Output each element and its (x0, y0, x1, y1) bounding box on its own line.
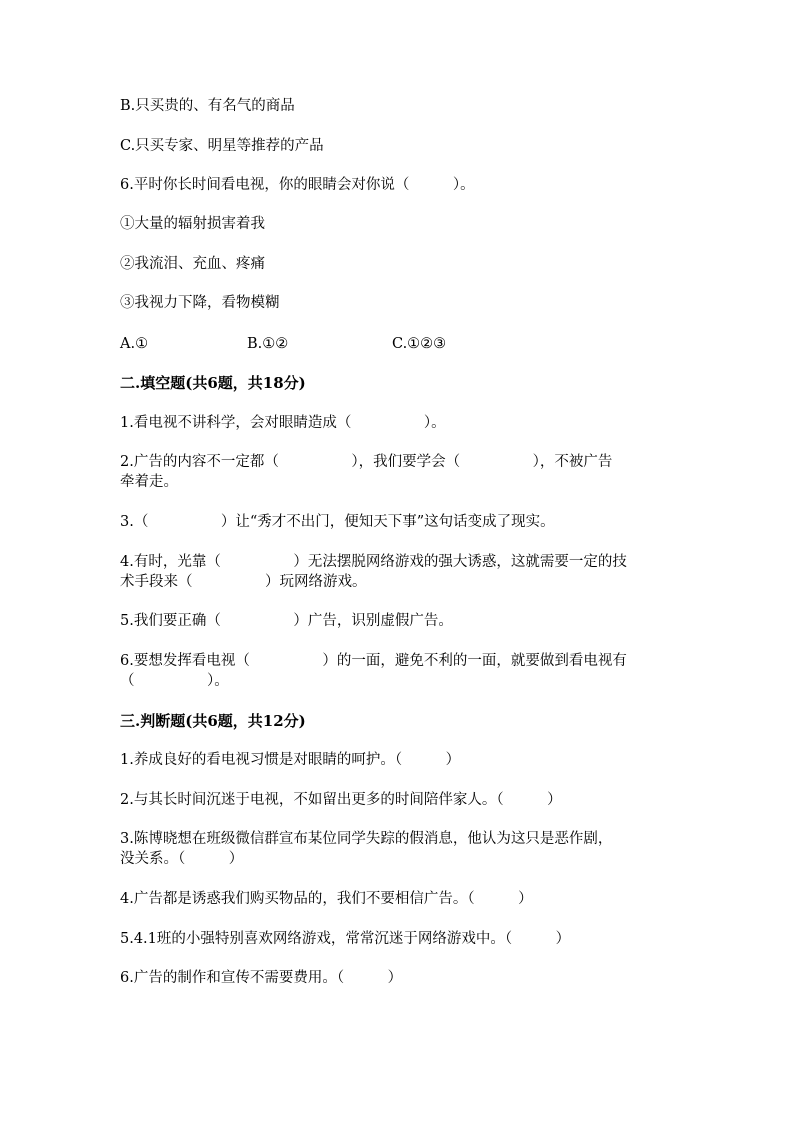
judge-question-2: 2.与其长时间沉迷于电视，不如留出更多的时间陪伴家人。（ ） (120, 792, 562, 808)
choice-option-a: A.① (120, 336, 149, 352)
section-heading-true-false: 三.判断题(共6题，共12分) (120, 712, 306, 730)
choice-item-2: ②我流泪、充血、疼痛 (120, 256, 265, 272)
fill-question-2-line-1: 2.广告的内容不一定都（ ），我们要学会（ ），不被广告 (120, 454, 613, 470)
fill-question-1: 1.看电视不讲科学，会对眼睛造成（ ）。 (120, 415, 446, 431)
judge-question-6: 6.广告的制作和宣传不需要费用。（ ） (120, 970, 403, 986)
judge-question-5: 5.4.1班的小强特别喜欢网络游戏，常常沉迷于网络游戏中。（ ） (120, 931, 571, 947)
fill-question-3: 3.（ ）让“秀才不出门，便知天下事”这句话变成了现实。 (120, 514, 555, 530)
question-option-b: B.只买贵的、有名气的商品 (120, 98, 295, 114)
fill-question-5: 5.我们要正确（ ）广告，识别虚假广告。 (120, 613, 453, 629)
section-heading-fill-in: 二.填空题(共6题，共18分) (120, 374, 306, 392)
question-option-c: C.只买专家、明星等推荐的产品 (120, 138, 324, 154)
judge-question-3-line-1: 3.陈博晓想在班级微信群宣布某位同学失踪的假消息，他认为这只是恶作剧， (120, 831, 613, 847)
choice-item-1: ①大量的辐射损害着我 (120, 216, 265, 232)
fill-question-6-line-1: 6.要想发挥看电视（ ）的一面，避免不利的一面，就要做到看电视有 (120, 653, 627, 669)
fill-question-6-line-2: （ ）。 (120, 673, 229, 689)
fill-question-4-line-2: 术手段来（ ）玩网络游戏。 (120, 574, 367, 590)
judge-question-4: 4.广告都是诱惑我们购买物品的，我们不要相信广告。（ ） (120, 891, 533, 907)
choice-item-3: ③我视力下降，看物模糊 (120, 295, 280, 311)
judge-question-1: 1.养成良好的看电视习惯是对眼睛的呵护。（ ） (120, 752, 461, 768)
fill-question-2-line-2: 牵着走。 (120, 474, 178, 490)
choice-question-6: 6.平时你长时间看电视，你的眼睛会对你说（ ）。 (120, 177, 475, 193)
judge-question-3-line-2: 没关系。（ ） (120, 851, 244, 867)
choice-option-c: C.①②③ (392, 336, 447, 352)
choice-option-b: B.①② (247, 336, 289, 352)
fill-question-4-line-1: 4.有时，光靠（ ）无法摆脱网络游戏的强大诱惑，这就需要一定的技 (120, 554, 627, 570)
